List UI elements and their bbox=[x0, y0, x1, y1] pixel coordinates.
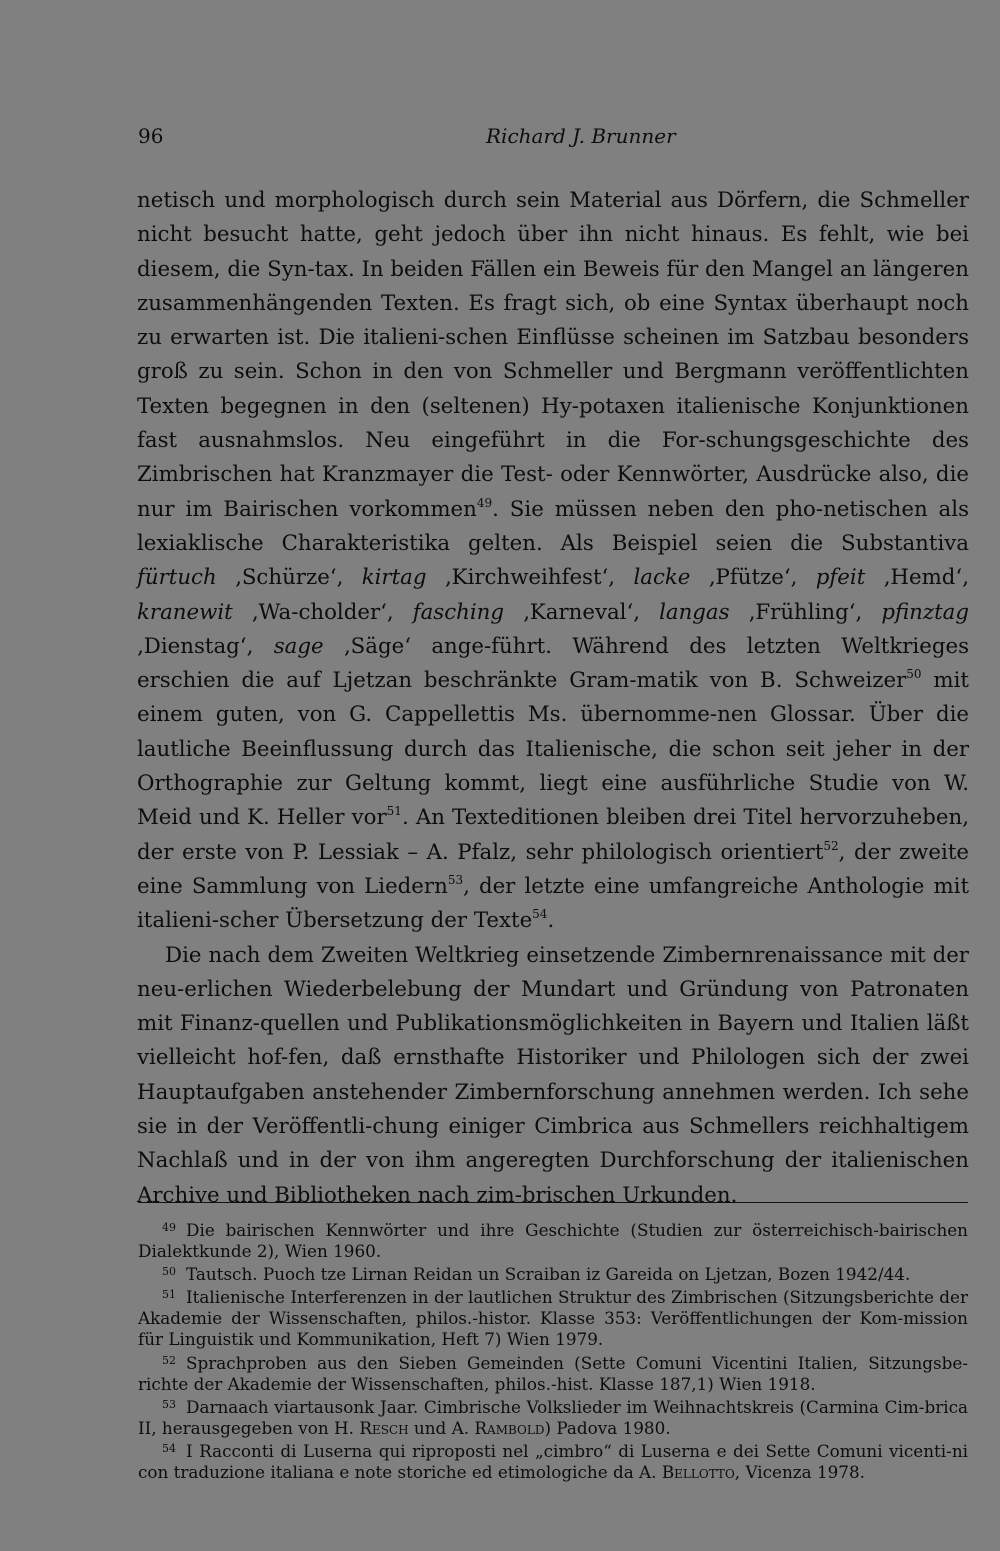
text-run: . Sie müssen neben den pho-netischen als lexiaklische Charakteristika gelten. Als Beispiel seien die Substantiva bbox=[137, 496, 969, 556]
footnote-50: 50 Tautsch. Puoch tze Lirnan Reidan un Scraiban iz Gareida on Ljetzan, Bozen 1942/44. bbox=[162, 1264, 911, 1285]
footnote-text: Tautsch. Puoch tze Lirnan Reidan un Scraiban iz Gareida on Ljetzan, Bozen 1942/44. bbox=[186, 1264, 911, 1285]
cimbrian-word: fasching bbox=[412, 599, 505, 625]
editor-name: Bellotto bbox=[661, 1462, 735, 1483]
gloss: ‚Wa-cholder‘, bbox=[232, 599, 413, 625]
text-run: . An Texteditionen bleiben drei Titel hervorzuheben, der erste von P. Lessiak – A. Pfalz, sehr philologisch orientiert bbox=[137, 805, 969, 865]
cimbrian-word: kranewit bbox=[137, 599, 233, 625]
text-run: mit einem guten, von G. Cappellettis Ms. übernomme-nen Glossar. Über die lautliche Beeinflussung durch das Italienische, die schon seit jeher in der Orthographie zur Geltung kommt, liegt eine ausführliche Studie von W. Meid und K. Heller vor bbox=[137, 668, 969, 831]
gloss: ‚Säge‘ ange-führt. Während des letzten Weltkrieges erschien die auf Ljetzan beschränkte Gram-matik von B. Schweizer bbox=[137, 633, 969, 694]
text-run: , der letzte eine umfangreiche Anthologie mit italieni-scher Übersetzung der Texte bbox=[137, 873, 970, 934]
gloss: ‚Hemd‘, bbox=[865, 565, 969, 591]
gloss: ‚Pfütze‘, bbox=[690, 565, 816, 591]
footnote-text: I Racconti di Luserna qui riproposti nel „cimbro“ di Luserna e dei Sette Comuni vicenti-ni con traduzione italiana e note storiche ed etimologiche da A. bbox=[138, 1440, 968, 1483]
footnote-text: Sprachproben aus den Sieben Gemeinden (Sette Comuni Vicentini Italien, Sitzungsbe-richte der Akademie der Wissenschaften, philos.-hist. Klasse 187,1) Wien 1918. bbox=[138, 1352, 968, 1394]
footnote-text: Darnaach viartausonk Jaar. Cimbrische Volkslieder im Weihnachtskreis (Carmina Cim-brica II, herausgegeben von H. bbox=[138, 1396, 968, 1438]
footnote-ref-49: 49 bbox=[476, 495, 493, 510]
footnote-text: Die bairischen Kennwörter und ihre Geschichte (Studien zur österreichisch-bairischen Dialektkunde 2), Wien 1960. bbox=[138, 1220, 968, 1262]
gloss: ‚Frühling‘, bbox=[729, 599, 882, 625]
text-run: , der zweite eine Sammlung von Liedern bbox=[137, 839, 969, 899]
gloss: ‚Karneval‘, bbox=[504, 599, 660, 625]
footnote-ref-50: 50 bbox=[906, 667, 922, 682]
paragraph-2: Die nach dem Zweiten Weltkrieg einsetzende Zimbernrenaissance mit der neu-erlichen Wiederbelebung der Mundart und Gründung von Patronaten mit Finanz-quellen und Publikationsmöglichkeiten in Bayern und Italien läßt vielleicht hof-fen, daß ernsthafte Historiker und Philologen sich der zwei Hauptaufgaben anstehender Zimbernforschung annehmen werden. Ich sehe sie in der Veröffentli-chung einiger Cimbrica aus Schmellers reichhaltigem Nachlaß und in der von ihm angeregten Durchforschung der italienischen Archive und Bibliotheken nach zim-brischen Urkunden. bbox=[137, 942, 969, 1208]
footnote-text: Italienische Interferenzen in der lautlichen Struktur des Zimbrischen (Sitzungsberichte der Akademie der Wissenschaften, philos.-histor. Klasse 353: Veröffentlichungen der Kom-mission für Linguistik und Kommunikation, Heft 7) Wien 1979. bbox=[138, 1287, 968, 1350]
body-text bbox=[137, 184, 969, 1213]
paragraph-1 bbox=[137, 184, 969, 939]
gloss: ‚Dienstag‘, bbox=[137, 633, 274, 659]
text-run: netisch und morphologisch durch sein Material aus Dörfern, die Schmeller nicht besucht hatte, geht jedoch über ihn nicht hinaus. Es fehlt, wie bei diesem, die Syn-tax. In beiden Fällen ein Beweis für den Mangel an längeren zusammenhängenden Texten. Es fragt sich, ob eine Syntax überhaupt noch zu erwarten ist. Die italieni-schen Einflüsse scheinen im Satzbau besonders groß zu sein. Schon in den von Schmeller und Bergmann veröffentlichten Texten begegnen in den (seltenen) Hy-potaxen italienische Konjunktionen fast ausnahmslos. Neu eingeführt in die For-schungsgeschichte des Zimbrischen hat Kranzmayer die Test- oder Kennwörter, Ausdrücke also, die nur im Bairischen vorkommen bbox=[137, 188, 969, 522]
footnote-ref-51: 51 bbox=[386, 804, 402, 819]
footnote-rule bbox=[138, 1202, 968, 1203]
footnote-52: 52 Sprachproben aus den Sieben Gemeinden (Sette Comuni Vicentini Italien, Sitzungsbe-richte der Akademie der Wissenschaften, philos.-hist. Klasse 187,1) Wien 1918. bbox=[138, 1352, 968, 1394]
gloss: ‚Schürze‘, bbox=[216, 565, 362, 591]
editor-name: Rambold bbox=[474, 1417, 545, 1438]
footnote-54: 54 I Racconti di Luserna qui riproposti nel „cimbro“ di Luserna e dei Sette Comuni vicenti-ni con traduzione italiana e note storiche ed etimologiche da A. Bellotto, Vicenza 1978. bbox=[138, 1440, 968, 1483]
gloss: ‚Kirchweihfest‘, bbox=[426, 565, 634, 591]
footnote-text: , Vicenza 1978. bbox=[734, 1462, 865, 1483]
footnote-49: 49 Die bairischen Kennwörter und ihre Geschichte (Studien zur österreichisch-bairischen Dialektkunde 2), Wien 1960. bbox=[138, 1220, 968, 1262]
cimbrian-word: langas bbox=[659, 599, 730, 625]
running-title: Richard J. Brunner bbox=[486, 124, 676, 148]
running-head bbox=[138, 124, 968, 154]
cimbrian-word: pfinztag bbox=[881, 599, 969, 625]
page-number: 96 bbox=[138, 124, 164, 148]
footnote-text: ) Padova 1980. bbox=[544, 1417, 671, 1438]
cimbrian-word: pfeit bbox=[815, 565, 866, 591]
cimbrian-word: kirtag bbox=[361, 565, 427, 591]
footnote-ref-54: 54 bbox=[532, 907, 548, 922]
editor-name: Resch bbox=[359, 1417, 409, 1438]
text-run: . bbox=[547, 908, 555, 934]
footnote-53: 53 Darnaach viartausonk Jaar. Cimbrische Volkslieder im Weihnachtskreis (Carmina Cim-brica II, herausgegeben von H. Resch und A. Rambold) Padova 1980. bbox=[138, 1396, 968, 1438]
cimbrian-word: sage bbox=[273, 633, 324, 659]
footnote-51: 51 Italienische Interferenzen in der lautlichen Struktur des Zimbrischen (Sitzungsberichte der Akademie der Wissenschaften, philos.-histor. Klasse 353: Veröffentlichungen der Kom-mission für Linguistik und Kommunikation, Heft 7) Wien 1979. bbox=[138, 1287, 968, 1350]
cimbrian-word: lacke bbox=[633, 565, 691, 591]
footnotes bbox=[138, 1220, 968, 1485]
footnote-ref-52: 52 bbox=[823, 838, 839, 853]
cimbrian-word: fürtuch bbox=[137, 565, 217, 591]
footnote-ref-53: 53 bbox=[447, 872, 464, 887]
footnote-text: und A. bbox=[408, 1417, 475, 1438]
